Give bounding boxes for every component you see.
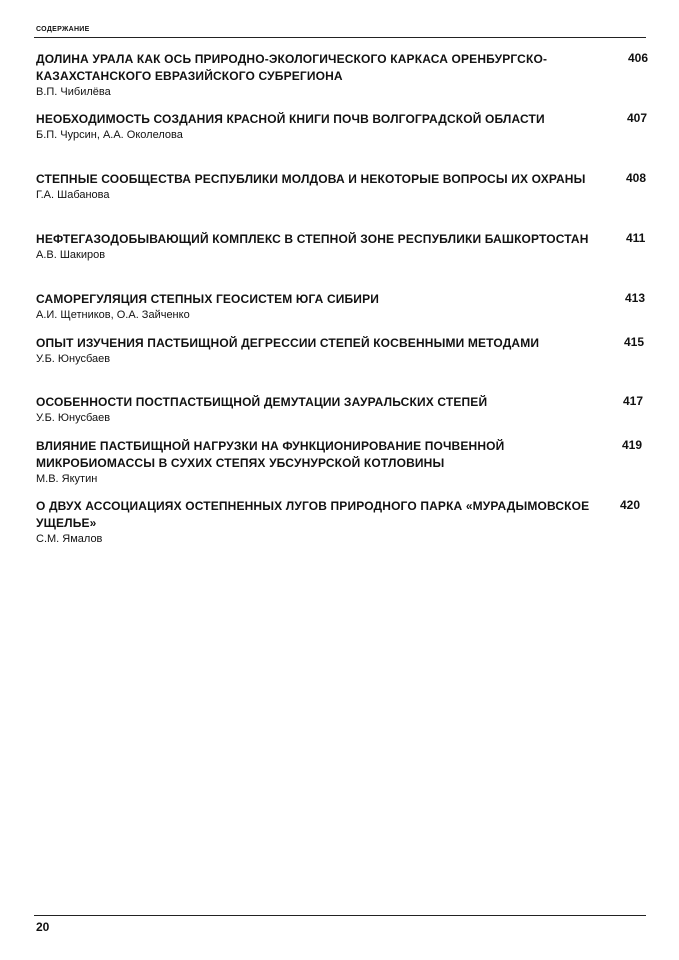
entry-page-number: 408: [626, 171, 647, 185]
footer-divider: [34, 915, 646, 916]
toc-entry[interactable]: [36, 231, 646, 262]
toc-entry[interactable]: [36, 51, 649, 99]
toc-entry[interactable]: [36, 438, 643, 486]
entry-author: С.М. Ямалов: [36, 533, 103, 545]
entry-author: Б.П. Чурсин, А.А. Околелова: [36, 129, 183, 141]
entry-title: НЕОБХОДИМОСТЬ СОЗДАНИЯ КРАСНОЙ КНИГИ ПОЧВ ВОЛГОГРАДСКОЙ ОБЛАСТИ: [36, 112, 545, 126]
toc-entry[interactable]: [36, 171, 647, 202]
entry-author: М.В. Якутин: [36, 473, 98, 485]
entry-author: А.И. Щетников, О.А. Зайченко: [36, 309, 190, 321]
entry-page-number: 420: [620, 498, 641, 512]
entry-author: Г.А. Шабанова: [36, 189, 110, 201]
entry-page-number: 415: [624, 335, 645, 349]
entry-title: ОСОБЕННОСТИ ПОСТПАСТБИЩНОЙ ДЕМУТАЦИИ ЗАУРАЛЬСКИХ СТЕПЕЙ: [36, 395, 488, 409]
entry-author: У.Б. Юнусбаев: [36, 412, 111, 424]
entry-author: У.Б. Юнусбаев: [36, 353, 111, 365]
entry-page-number: 417: [623, 394, 644, 408]
entry-page-number: 407: [627, 111, 648, 125]
toc-entry[interactable]: [36, 498, 641, 546]
page-number: 20: [36, 920, 50, 934]
entry-author: В.П. Чибилёва: [36, 86, 111, 98]
entry-title: САМОРЕГУЛЯЦИЯ СТЕПНЫХ ГЕОСИСТЕМ ЮГА СИБИРИ: [36, 292, 380, 306]
entry-page-number: 411: [626, 231, 646, 245]
toc-entry[interactable]: [36, 394, 644, 425]
entry-author: А.В. Шакиров: [36, 249, 106, 261]
toc-entry[interactable]: [36, 111, 648, 142]
running-header: СОДЕРЖАНИЕ: [36, 26, 90, 33]
entry-title: ОПЫТ ИЗУЧЕНИЯ ПАСТБИЩНОЙ ДЕГРЕССИИ СТЕПЕЙ КОСВЕННЫМИ МЕТОДАМИ: [36, 336, 540, 350]
header-divider: [34, 37, 646, 38]
entry-page-number: 419: [622, 438, 643, 452]
entry-page-number: 406: [628, 51, 649, 65]
entry-page-number: 413: [625, 291, 646, 305]
entry-title: НЕФТЕГАЗОДОБЫВАЮЩИЙ КОМПЛЕКС В СТЕПНОЙ ЗОНЕ РЕСПУБЛИКИ БАШКОРТОСТАН: [36, 232, 589, 246]
entry-title: ВЛИЯНИЕ ПАСТБИЩНОЙ НАГРУЗКИ НА ФУНКЦИОНИРОВАНИЕ ПОЧВЕННОЙ МИКРОБИОМАССЫ В СУХИХ СТЕПЯХ УБСУНУРСКОЙ КОТЛОВИНЫ: [36, 439, 505, 470]
entry-title: ДОЛИНА УРАЛА КАК ОСЬ ПРИРОДНО-ЭКОЛОГИЧЕСКОГО КАРКАСА ОРЕНБУРГСКО-КАЗАХСТАНСКОГО ЕВРАЗИЙСКОГО СУБРЕГИОНА: [36, 52, 548, 83]
toc-entry[interactable]: [36, 335, 645, 366]
toc-entry[interactable]: [36, 291, 646, 322]
entry-title: СТЕПНЫЕ СООБЩЕСТВА РЕСПУБЛИКИ МОЛДОВА И НЕКОТОРЫЕ ВОПРОСЫ ИХ ОХРАНЫ: [36, 172, 586, 186]
entry-title: О ДВУХ АССОЦИАЦИЯХ ОСТЕПНЕННЫХ ЛУГОВ ПРИРОДНОГО ПАРКА «МУРАДЫМОВСКОЕ УЩЕЛЬЕ»: [36, 499, 590, 530]
